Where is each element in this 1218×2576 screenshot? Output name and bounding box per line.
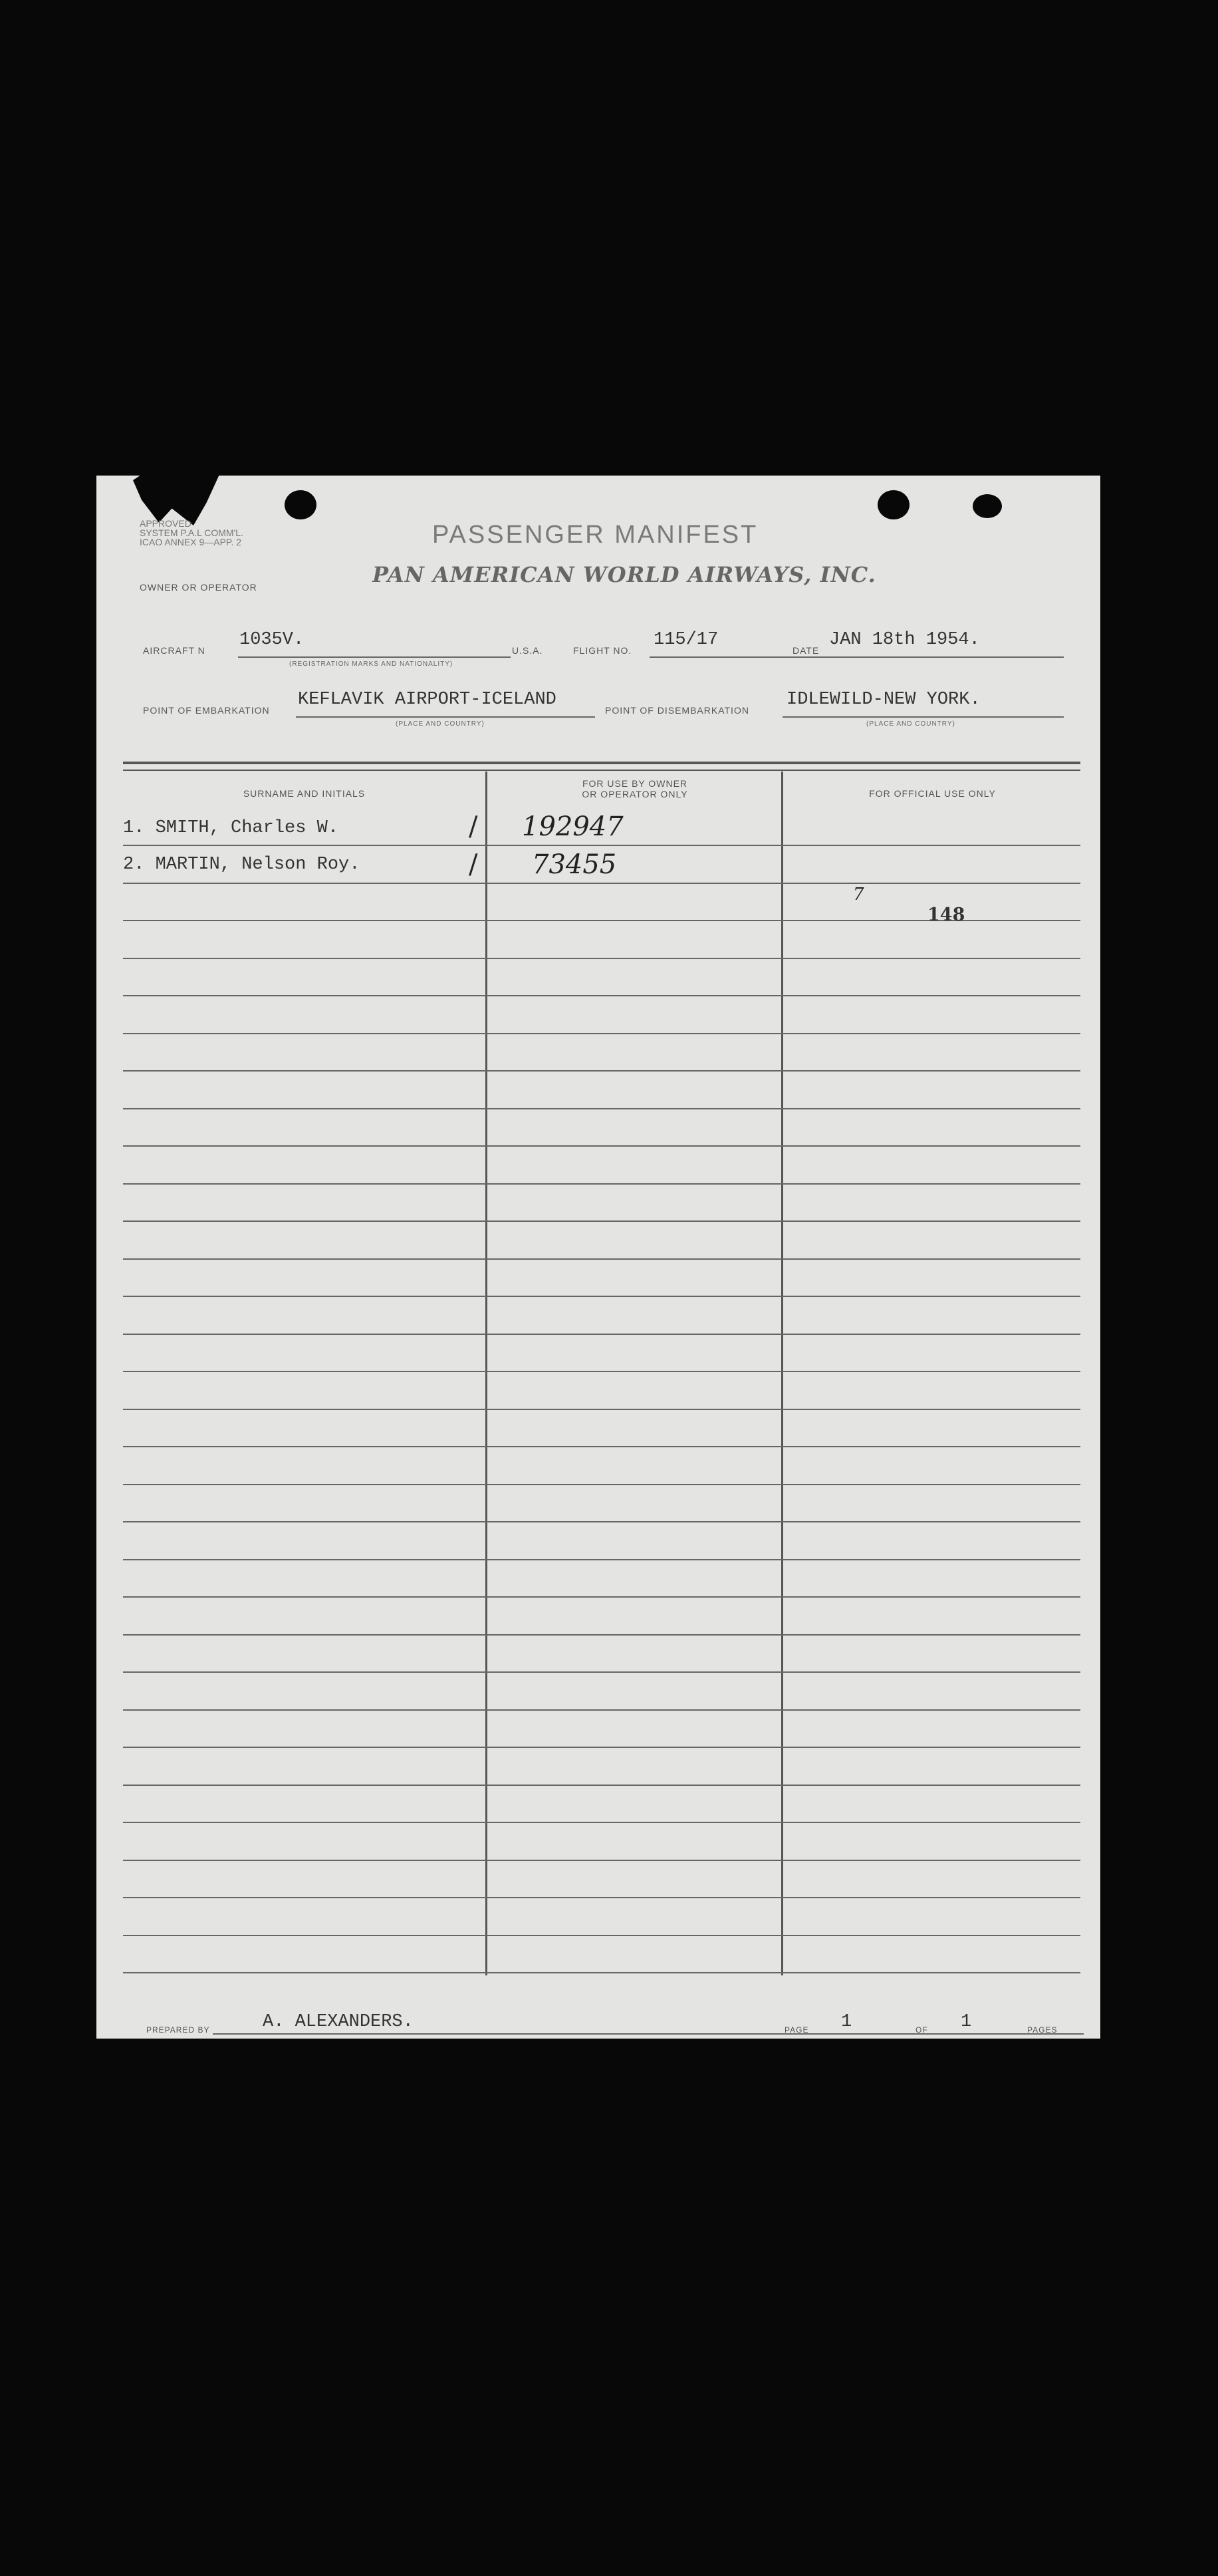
punch-hole: [285, 490, 316, 519]
table-row-line: [123, 1972, 1080, 1973]
disembarkation-caption: (PLACE AND COUNTRY): [866, 720, 955, 728]
disembarkation-label: POINT OF DISEMBARKATION: [605, 705, 749, 716]
table-row-line: [123, 1596, 1080, 1598]
disembarkation-value: IDLEWILD-NEW YORK.: [787, 690, 981, 710]
page-value: 1: [841, 2012, 852, 2032]
owner-value: PAN AMERICAN WORLD AIRWAYS, INC.: [372, 562, 876, 587]
table-row-line: [123, 1070, 1080, 1072]
prepared-label: PREPARED BY: [146, 2025, 210, 2035]
official-mark: 7: [853, 885, 864, 905]
official-number: 148: [927, 905, 965, 925]
table-row-line: [123, 1108, 1080, 1109]
table-row-line: [123, 1446, 1080, 1447]
date-value: JAN 18th 1954.: [829, 630, 980, 650]
table-row-line: [123, 1897, 1080, 1898]
column-header-surname: SURNAME AND INITIALS: [243, 788, 366, 799]
table-row-line: [123, 1935, 1080, 1936]
table-row-line: [123, 1822, 1080, 1823]
flight-label: FLIGHT NO.: [573, 645, 632, 656]
table-row-line: [123, 883, 1080, 884]
usa-label: U.S.A.: [512, 645, 543, 656]
table-row-line: [123, 1634, 1080, 1636]
flight-value: 115/17: [654, 630, 719, 650]
table-row-line: [123, 845, 1080, 846]
table-row-line: [123, 1183, 1080, 1185]
approval-stamp: APPROVED SYSTEM P.A.L COMM'L. ICAO ANNEX 9—APP. 2: [140, 518, 243, 547]
table-row-line: [123, 1709, 1080, 1711]
aircraft-caption: (REGISTRATION MARKS AND NATIONALITY): [289, 660, 453, 668]
punch-hole: [973, 494, 1002, 518]
date-label: DATE: [792, 645, 820, 656]
column-divider: [781, 772, 783, 1975]
embarkation-caption: (PLACE AND COUNTRY): [396, 720, 485, 728]
torn-corner: [133, 469, 219, 525]
table-row-line: [123, 1371, 1080, 1372]
table-row-line: [123, 995, 1080, 996]
table-row-line: [123, 1484, 1080, 1485]
embarkation-value: KEFLAVIK AIRPORT-ICELAND: [298, 690, 556, 710]
table-row-line: [123, 1559, 1080, 1560]
pages-label: PAGES: [1027, 2025, 1058, 2035]
column-header-operator: FOR USE BY OWNER OR OPERATOR ONLY: [582, 778, 688, 799]
column-divider: [485, 772, 487, 1975]
table-row-line: [123, 1220, 1080, 1222]
table-row-line: [123, 1747, 1080, 1748]
table-row-line: [123, 1521, 1080, 1522]
passenger-name: 2. MARTIN, Nelson Roy.: [123, 855, 360, 875]
table-row-line: [123, 1785, 1080, 1786]
owner-label: OWNER OR OPERATOR: [140, 582, 257, 593]
of-value: 1: [961, 2012, 972, 2032]
table-row-line: [123, 1860, 1080, 1861]
table-row-line: [123, 1296, 1080, 1297]
table-row-line: [123, 1409, 1080, 1410]
table-row-line: [123, 1033, 1080, 1034]
operator-number: 73455: [532, 849, 617, 880]
column-header-official: FOR OFFICIAL USE ONLY: [869, 788, 996, 799]
page-label: PAGE: [785, 2025, 809, 2035]
form-title: PASSENGER MANIFEST: [432, 521, 759, 549]
passenger-name: 1. SMITH, Charles W.: [123, 818, 339, 838]
table-row-line: [123, 1145, 1080, 1147]
table-row-line: [123, 1258, 1080, 1260]
aircraft-value: 1035V.: [239, 630, 304, 650]
operator-number: 192947: [522, 811, 624, 842]
table-row-line: [123, 958, 1080, 959]
table-row-line: [123, 1671, 1080, 1673]
aircraft-label: AIRCRAFT N: [143, 645, 205, 656]
prepared-value: A. ALEXANDERS.: [263, 2012, 414, 2032]
of-label: OF: [915, 2025, 928, 2035]
table-row-line: [123, 1334, 1080, 1335]
embarkation-label: POINT OF EMBARKATION: [143, 705, 270, 716]
manifest-document: APPROVED SYSTEM P.A.L COMM'L. ICAO ANNEX 9—APP. 2 PASSENGER MANIFEST OWNER OR OPERATOR PAN AMERICAN WORLD AIRWAYS, INC. AIRCRAFT N 1035V. (REGISTRATION MARKS AND NATIONALITY) U.S.A. FLIGHT NO. 115/17 DATE JAN 18th 1954. POINT OF EMBARKATION KEFLAVIK AIRPORT-ICELAND (PLACE AND COUNTRY) POINT OF DISEMBARKATION IDLEWILD-NEW YORK. (PLACE AND COUNTRY) SURNAME AND INITIALS FOR USE BY OWNER OR OPERATOR ONLY FOR OFFICIAL USE ONLY 1. SMITH, Charles W. 192947 / 2. MARTIN, Nelson Roy. 73455 / 7 148 PREPARED BY A. ALEXANDERS. PAGE 1 OF 1 PAGES: [96, 476, 1100, 2039]
punch-hole: [878, 490, 910, 519]
